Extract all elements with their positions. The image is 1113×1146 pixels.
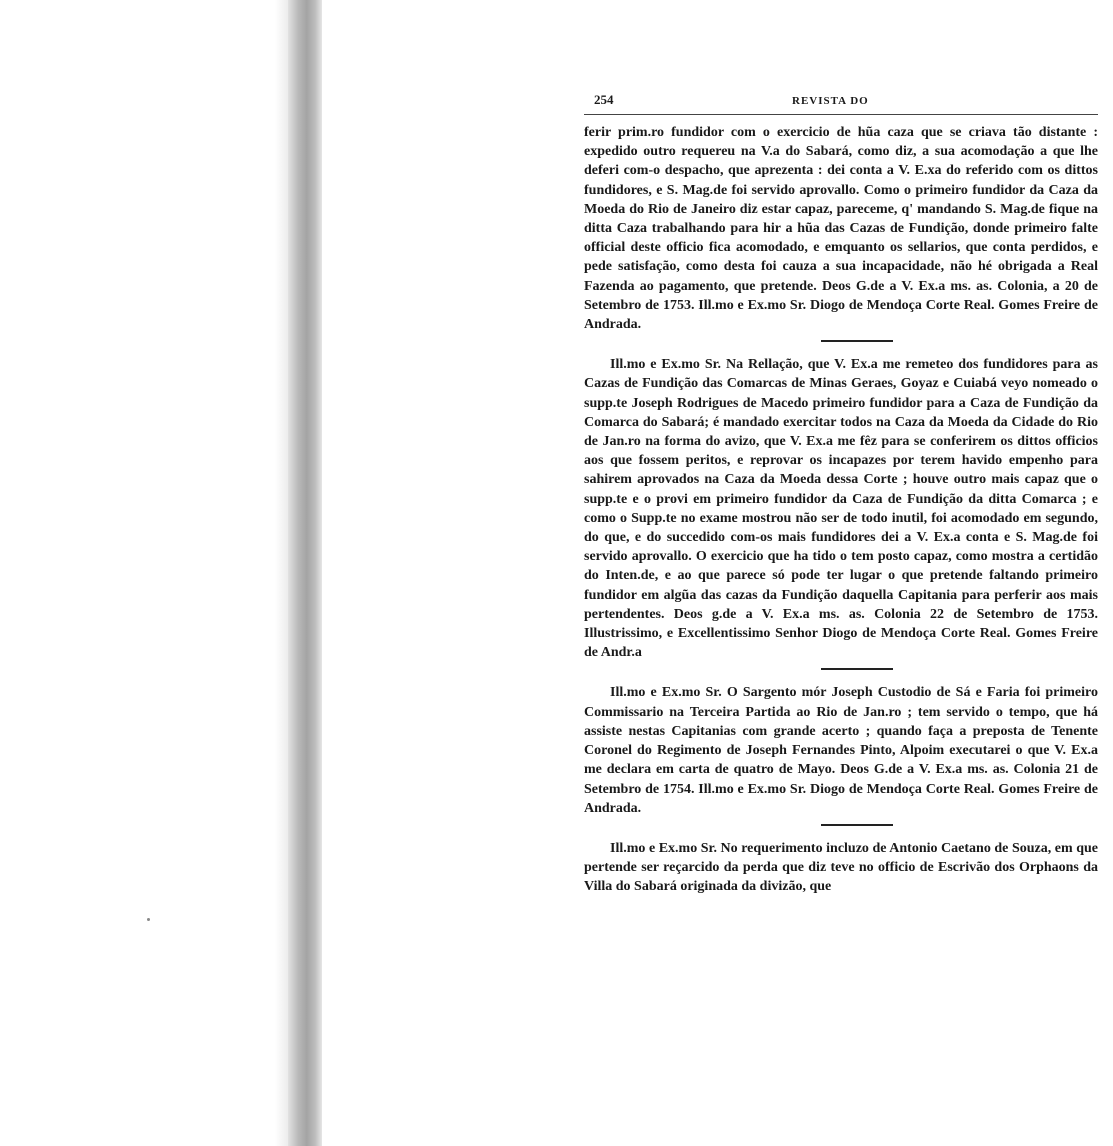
running-title: REVISTA DO [792,95,869,107]
book-page [584,88,1098,1138]
section-divider [821,340,893,342]
section-divider [821,668,893,670]
book-binding-gutter [288,0,322,1146]
letter-paragraph: Ill.mo e Ex.mo Sr. Na Rellação, que V. Ex.a me remeteo dos fundidores para as Cazas de Fundição das Comarcas de Minas Geraes, Goyaz e Cuiabá veyo nomeado o supp.te Joseph Rodrigues de Macedo primeiro fundidor para a Caza de Fundição da Comarca do Sabará; é mandado exercitar todos na Caza da Moeda da Cidade do Rio de Jan.ro na forma do avizo, que V. Ex.a me fêz para se conferirem os dittos officios aos que fossem peritos, e reprovar os incapazes por terem havido empenho para sahirem aprovados na Caza da Moeda dessa Corte ; houve outro mais capaz que o supp.te e o provi em primeiro fundidor da Caza de Fundição da ditta Comarca ; e como o Supp.te no exame mostrou não ser de todo inutil, foi acomodado em segundo, do que, e do succedido com-os mais fundidores dei a V. Ex.a conta e S. Mag.de foi servido aprovallo. O exercicio que ha tido o tem posto capaz, como mostra a certidão do Inten.de, e ao que parece só pode ter lugar o que pretende faltando primeiro fundidor em algũa das cazas da Fundição daquella Capitania para perferir aos mais pertendentes. Deos g.de a V. Ex.a ms. as. Colonia 22 de Setembro de 1753. Illustrissimo, e Excellentissimo Senhor Diogo de Mendoça Corte Real. Gomes Freire de Andr.a [584,357,1098,661]
page-gutter-edge [275,0,288,1146]
scan-speck [147,918,150,921]
letter-paragraph: Ill.mo e Ex.mo Sr. No requerimento incluzo de Antonio Caetano de Souza, em que pertende ser reçarcido da perda que diz teve no officio de Escrivão dos Orphaons da Villa do Sabará originada da divizão, que [584,840,1098,895]
letter-paragraph: ferir prim.ro fundidor com o exercicio de hũa caza que se criava tão distante : expedido outro requereu na V.a do Sabará, como diz, a sua acomodação a que lhe deferi com-o despacho, que aprezenta : dei conta a V. E.xa do referido com os dittos fundidores, e S. Mag.de foi servido aprovallo. Como o primeiro fundidor da Caza da Moeda do Rio de Janeiro diz estar capaz, pareceme, q' mandando S. Mag.de fique na ditta Caza trabalhando para hir a hũa das Cazas de Fundição, donde primeiro falte official deste officio fica acomodado, e emquanto os sellarios, que conta perdidos, e pede satisfação, como desta foi cauza a sua incapacidade, não hé obrigada a Real Fazenda ao pagamento, que pretende. Deos G.de a V. Ex.a ms. as. Colonia, a 20 de Setembro de 1753. Ill.mo e Ex.mo Sr. Diogo de Mendoça Corte Real. Gomes Freire de Andrada. [584,125,1098,333]
text-body [584,123,1098,897]
letter-paragraph: Ill.mo e Ex.mo Sr. O Sargento mór Joseph Custodio de Sá e Faria foi primeiro Commissario na Terceira Partida ao Rio de Jan.ro ; tem servido o tempo, que há assiste nestas Capitanias com grande acerto ; quando faça a preposta de Tenente Coronel do Regimento de Joseph Fernandes Pinto, Alpoim executarei o que V. Ex.a me declara em carta de quatro de Mayo. Deos G.de a V. Ex.a ms. as. Colonia 21 de Setembro de 1754. Ill.mo e Ex.mo Sr. Diogo de Mendoça Corte Real. Gomes Freire de Andrada. [584,685,1098,816]
running-header [584,88,1098,115]
section-divider [821,824,893,826]
page-number: 254 [594,92,614,107]
